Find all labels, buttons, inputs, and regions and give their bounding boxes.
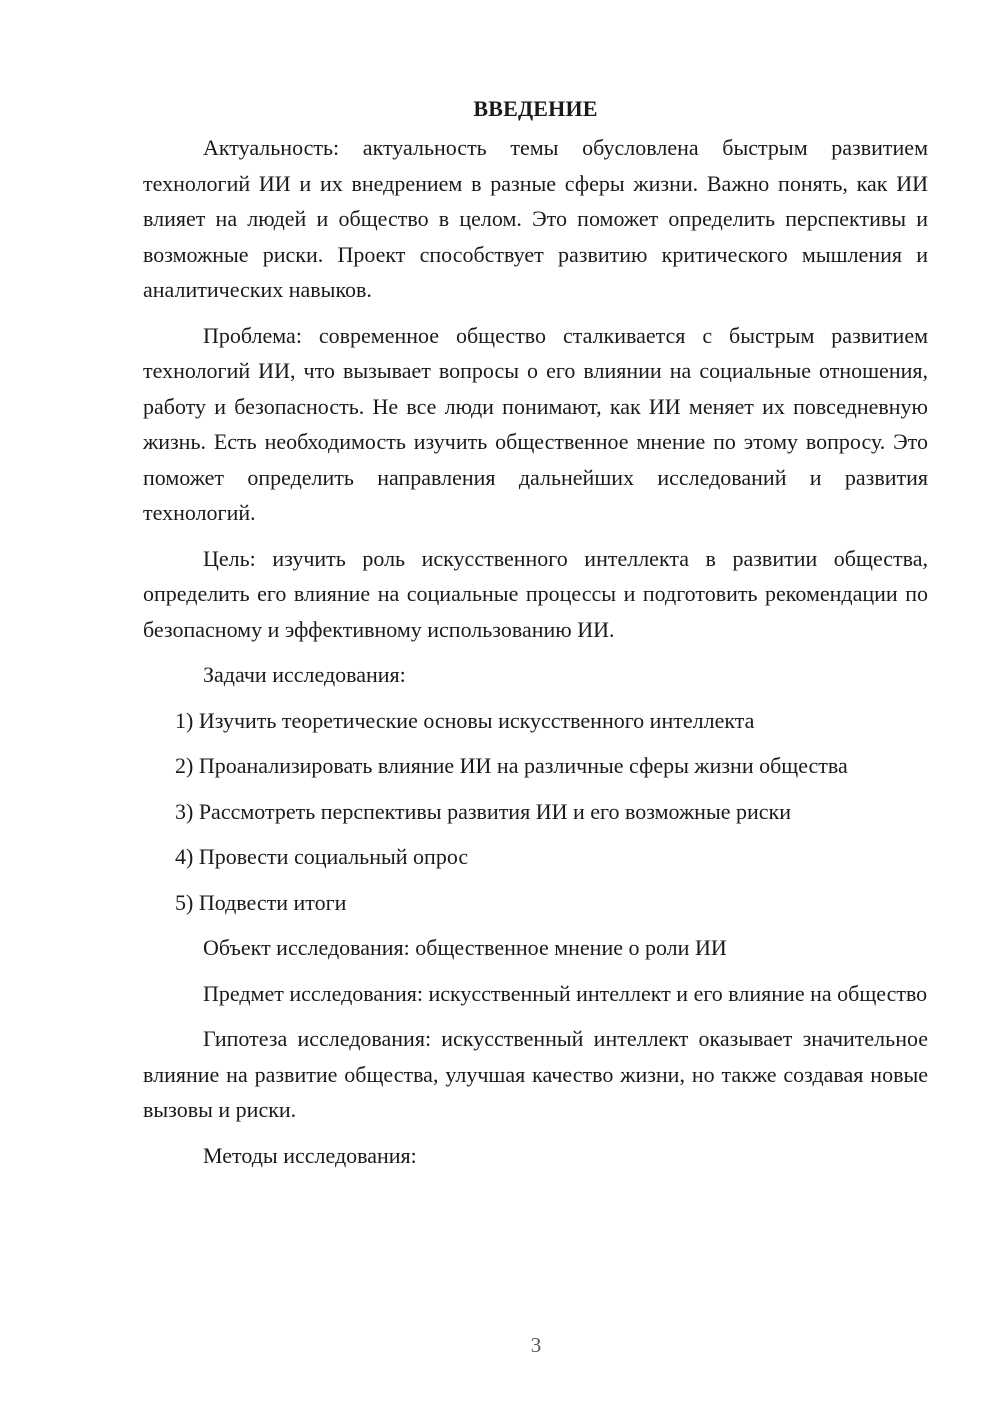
task-item-5: 5) Подвести итоги xyxy=(175,889,347,915)
hypothesis-paragraph: Гипотеза исследования: искусственный интеллект оказывает значительное влияние на развитие общества, улучшая качество жизни, но также создавая новые вызовы и риски. xyxy=(143,1026,928,1122)
problem-paragraph: Проблема: современное общество сталкивается с быстрым развитием технологий ИИ, что вызывает вопросы о его влиянии на социальные отношения, работу и безопасность. Не все люди понимают, как ИИ меняет их повседневную жизнь. Есть необходимость изучить общественное мнение по этому вопросу. Это поможет определить направления дальнейших исследований и развития технологий. xyxy=(143,322,928,525)
task-item-2: 2) Проанализировать влияние ИИ на различные сферы жизни общества xyxy=(175,753,848,778)
page-number: 3 xyxy=(530,1333,542,1357)
goal-paragraph: Цель: изучить роль искусственного интеллекта в развитии общества, определить его влияние на социальные процессы и подготовить рекомендации по безопасному и эффективному использованию ИИ. xyxy=(143,545,928,642)
task-item-1: 1) Изучить теоретические основы искусственного интеллекта xyxy=(175,707,755,733)
section-heading: ВВЕДЕНИЕ xyxy=(473,96,598,121)
task-item-4: 4) Провести социальный опрос xyxy=(175,844,469,869)
document-page xyxy=(143,92,928,1183)
methods-title: Методы исследования: xyxy=(203,1142,417,1168)
subject-paragraph: Предмет исследования: искусственный интеллект и его влияние на общество xyxy=(203,980,928,1006)
tasks-title: Задачи исследования: xyxy=(203,662,406,687)
task-item-3: 3) Рассмотреть перспективы развития ИИ и его возможные риски xyxy=(175,798,791,824)
relevance-paragraph: Актуальность: актуальность темы обусловлена быстрым развитием технологий ИИ и их внедрением в разные сферы жизни. Важно понять, как ИИ влияет на людей и общество в целом. Это поможет определить перспективы и возможные риски. Проект способствует развитию критического мышления и аналитических навыков. xyxy=(143,135,928,302)
object-paragraph: Объект исследования: общественное мнение о роли ИИ xyxy=(203,935,727,960)
